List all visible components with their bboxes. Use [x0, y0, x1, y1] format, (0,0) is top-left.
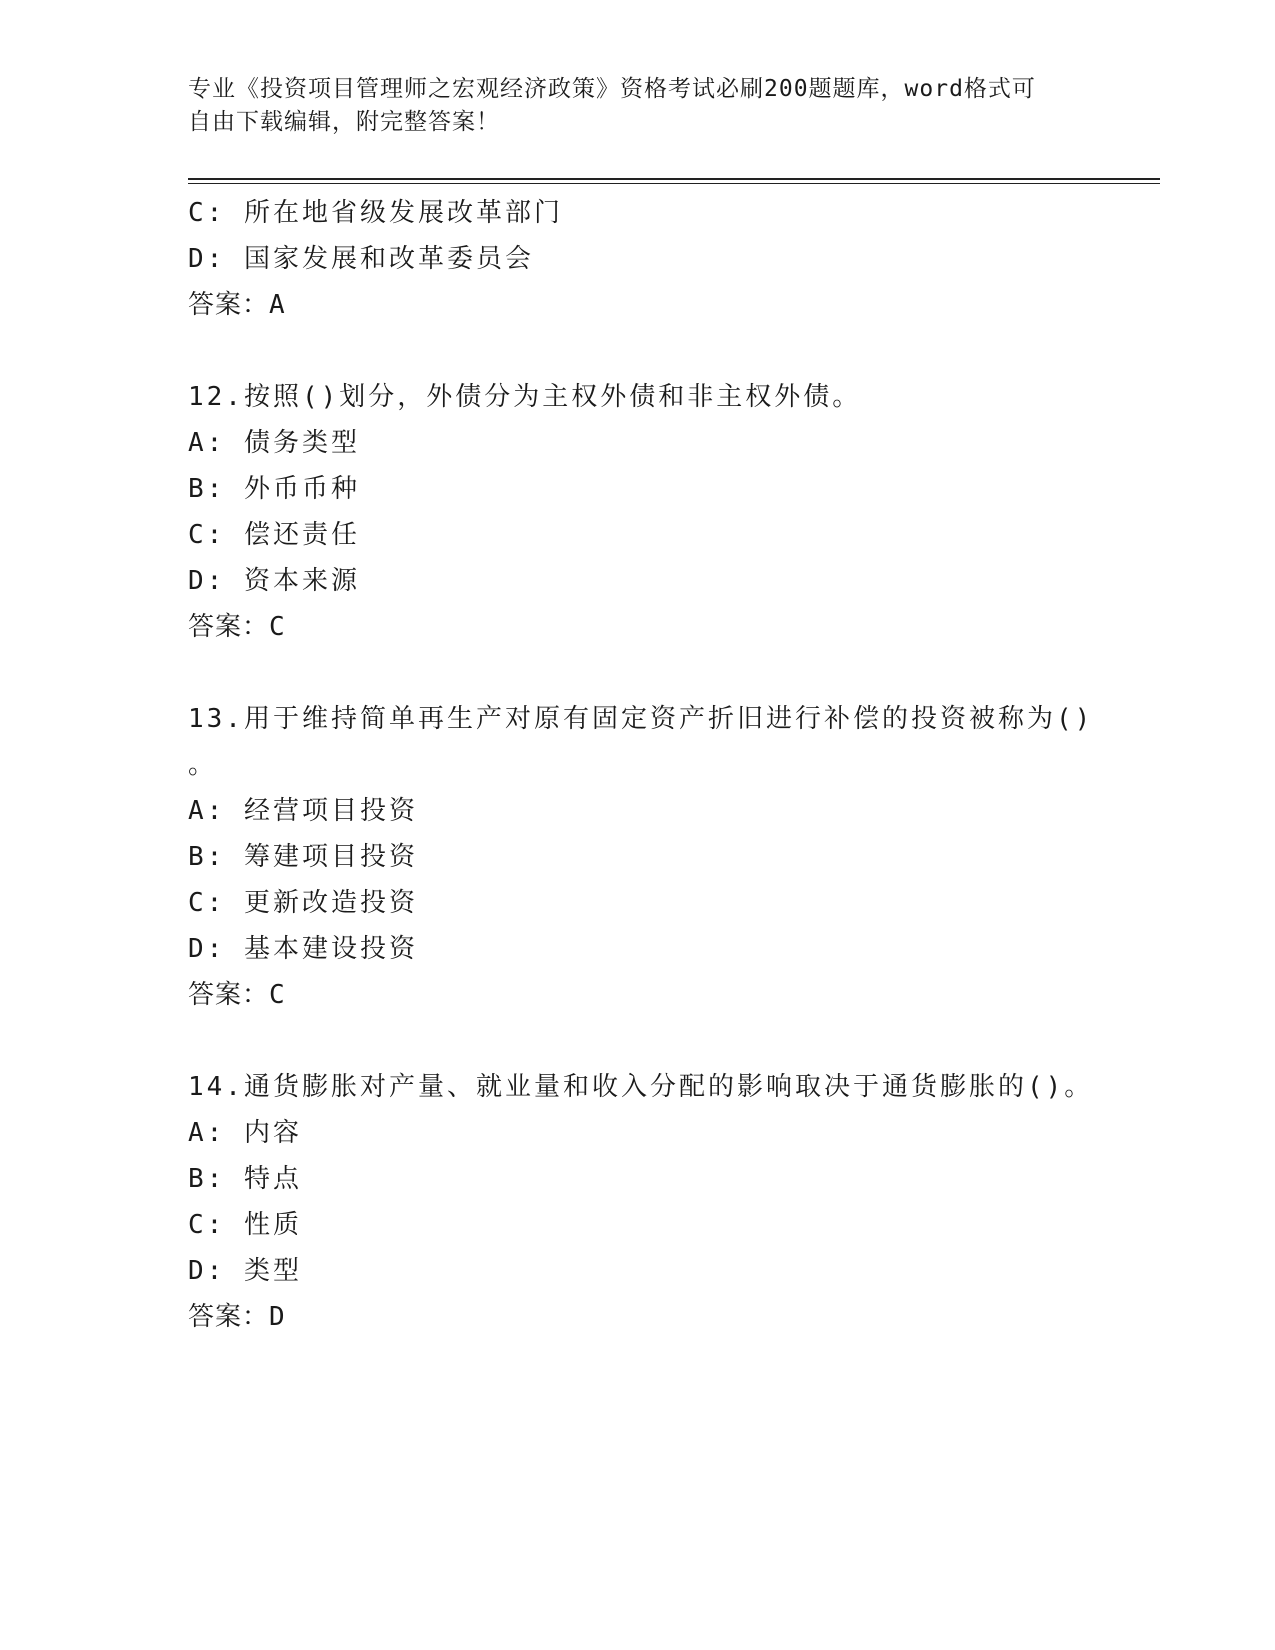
option-text: 债务类型 [243, 428, 360, 458]
option-c [188, 512, 1088, 558]
answer-value: A [269, 290, 286, 320]
option-label: B: [188, 842, 226, 872]
option-label: C: [188, 888, 226, 918]
answer-line [188, 604, 1088, 650]
option-text: 国家发展和改革委员会 [243, 244, 534, 274]
option-label: D: [188, 1256, 226, 1286]
document-header [188, 73, 1078, 139]
header-divider [188, 178, 1160, 184]
question-list [188, 190, 1094, 1340]
option-text: 筹建项目投资 [243, 842, 418, 872]
option-label: B: [188, 1164, 226, 1194]
answer-line [188, 1294, 1088, 1340]
question-stem: 12.按照()划分，外债分为主权外债和非主权外债。 [188, 382, 862, 412]
answer-label: 答案： [188, 290, 270, 320]
option-text: 特点 [243, 1164, 302, 1194]
answer-line [188, 282, 1088, 328]
question-13 [188, 696, 1094, 1018]
option-d [188, 1248, 1088, 1294]
option-b [188, 1156, 1088, 1202]
option-b [188, 466, 1088, 512]
answer-value: C [269, 980, 286, 1010]
option-text: 资本来源 [243, 566, 360, 596]
option-label: C: [188, 198, 226, 228]
option-label: A: [188, 1118, 226, 1148]
option-label: B: [188, 474, 226, 504]
answer-label: 答案： [188, 612, 270, 642]
option-text: 外币币种 [243, 474, 360, 504]
option-label: C: [188, 1210, 226, 1240]
option-d [188, 558, 1088, 604]
question-stem: 14.通货膨胀对产量、就业量和收入分配的影响取决于通货膨胀的()。 [188, 1072, 1094, 1102]
option-label: D: [188, 244, 226, 274]
option-c [188, 880, 1088, 926]
option-label: A: [188, 796, 226, 826]
question-12 [188, 374, 1088, 650]
question-stem: 13.用于维持简单再生产对原有固定资产折旧进行补偿的投资被称为() [188, 704, 1094, 734]
header-line-1: 专业《投资项目管理师之宏观经济政策》资格考试必刷200题题库，word格式可 [188, 76, 1036, 102]
answer-value: D [269, 1302, 286, 1332]
option-text: 内容 [243, 1118, 302, 1148]
option-text: 更新改造投资 [243, 888, 418, 918]
option-d [188, 926, 1088, 972]
option-label: A: [188, 428, 226, 458]
option-label: C: [188, 520, 226, 550]
question-11-continuation [188, 190, 1088, 328]
option-label: D: [188, 566, 226, 596]
option-text: 性质 [243, 1210, 302, 1240]
answer-label: 答案： [188, 1302, 270, 1332]
header-line-2: 自由下载编辑，附完整答案！ [188, 109, 500, 135]
option-a [188, 1110, 1088, 1156]
option-c [188, 190, 1088, 236]
option-d [188, 236, 1088, 282]
answer-label: 答案： [188, 980, 270, 1010]
option-text: 经营项目投资 [243, 796, 418, 826]
answer-value: C [269, 612, 286, 642]
answer-line [188, 972, 1088, 1018]
question-14 [188, 1064, 1094, 1340]
option-c [188, 1202, 1088, 1248]
question-stem-continuation: 。 [188, 750, 218, 780]
option-a [188, 788, 1088, 834]
option-text: 偿还责任 [243, 520, 360, 550]
option-label: D: [188, 934, 226, 964]
option-text: 类型 [243, 1256, 302, 1286]
option-text: 所在地省级发展改革部门 [243, 198, 563, 228]
option-b [188, 834, 1088, 880]
option-text: 基本建设投资 [243, 934, 418, 964]
option-a [188, 420, 1088, 466]
